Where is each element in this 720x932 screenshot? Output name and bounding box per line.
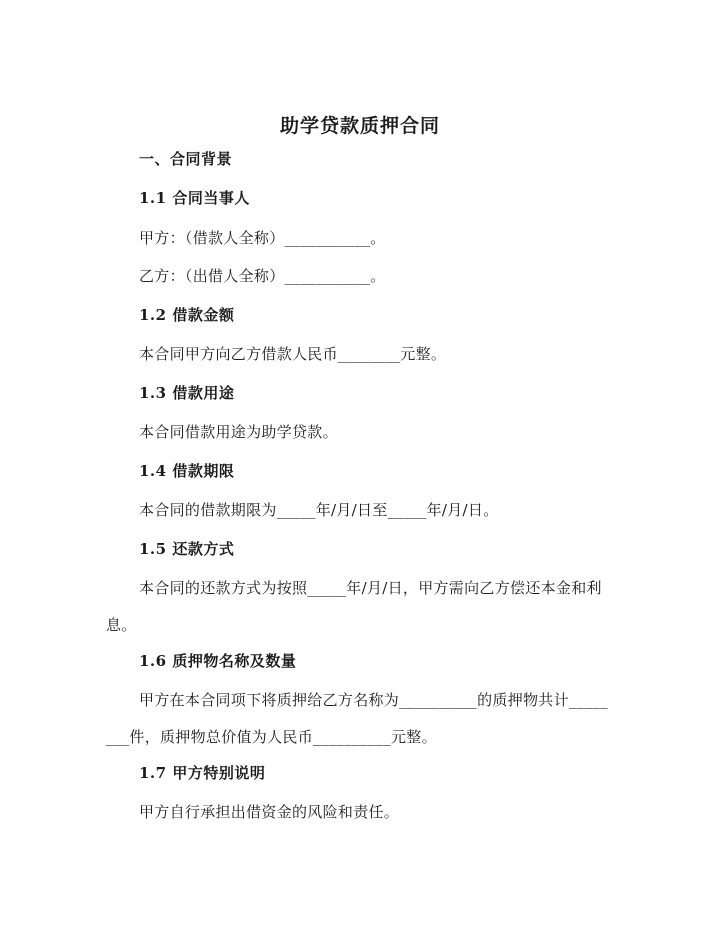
heading-repayment: 1.5 还款方式 bbox=[139, 540, 235, 558]
party-a-notes-text: 甲方自行承担出借资金的风险和责任。 bbox=[139, 803, 400, 821]
heading-loan-amount: 1.2 借款金额 bbox=[139, 306, 235, 324]
loan-amount-text: 本合同甲方向乙方借款人民币________元整。 bbox=[139, 345, 447, 363]
document-title: 助学贷款质押合同 bbox=[279, 115, 440, 137]
collateral-text: 甲方在本合同项下将质押给乙方名称为__________的质押物共计________件，质押物总价值为人民币__________元整。 bbox=[106, 691, 608, 746]
heading-loan-purpose: 1.3 借款用途 bbox=[139, 384, 235, 402]
repayment-text: 本合同的还款方式为按照_____年/月/日，甲方需向乙方偿还本金和利息。 bbox=[106, 579, 602, 634]
heading-parties: 1.1 合同当事人 bbox=[139, 189, 250, 207]
party-b-line: 乙方：（出借人全称）___________。 bbox=[139, 267, 386, 285]
heading-party-a-notes: 1.7 甲方特别说明 bbox=[139, 764, 266, 782]
section-heading-background: 一、合同背景 bbox=[139, 150, 233, 168]
loan-term-text: 本合同的借款期限为_____年/月/日至_____年/月/日。 bbox=[139, 501, 499, 519]
loan-purpose-text: 本合同借款用途为助学贷款。 bbox=[139, 423, 338, 441]
party-a-line: 甲方：（借款人全称）___________。 bbox=[139, 229, 386, 247]
heading-collateral: 1.6 质押物名称及数量 bbox=[139, 652, 297, 670]
heading-loan-term: 1.4 借款期限 bbox=[139, 462, 235, 480]
